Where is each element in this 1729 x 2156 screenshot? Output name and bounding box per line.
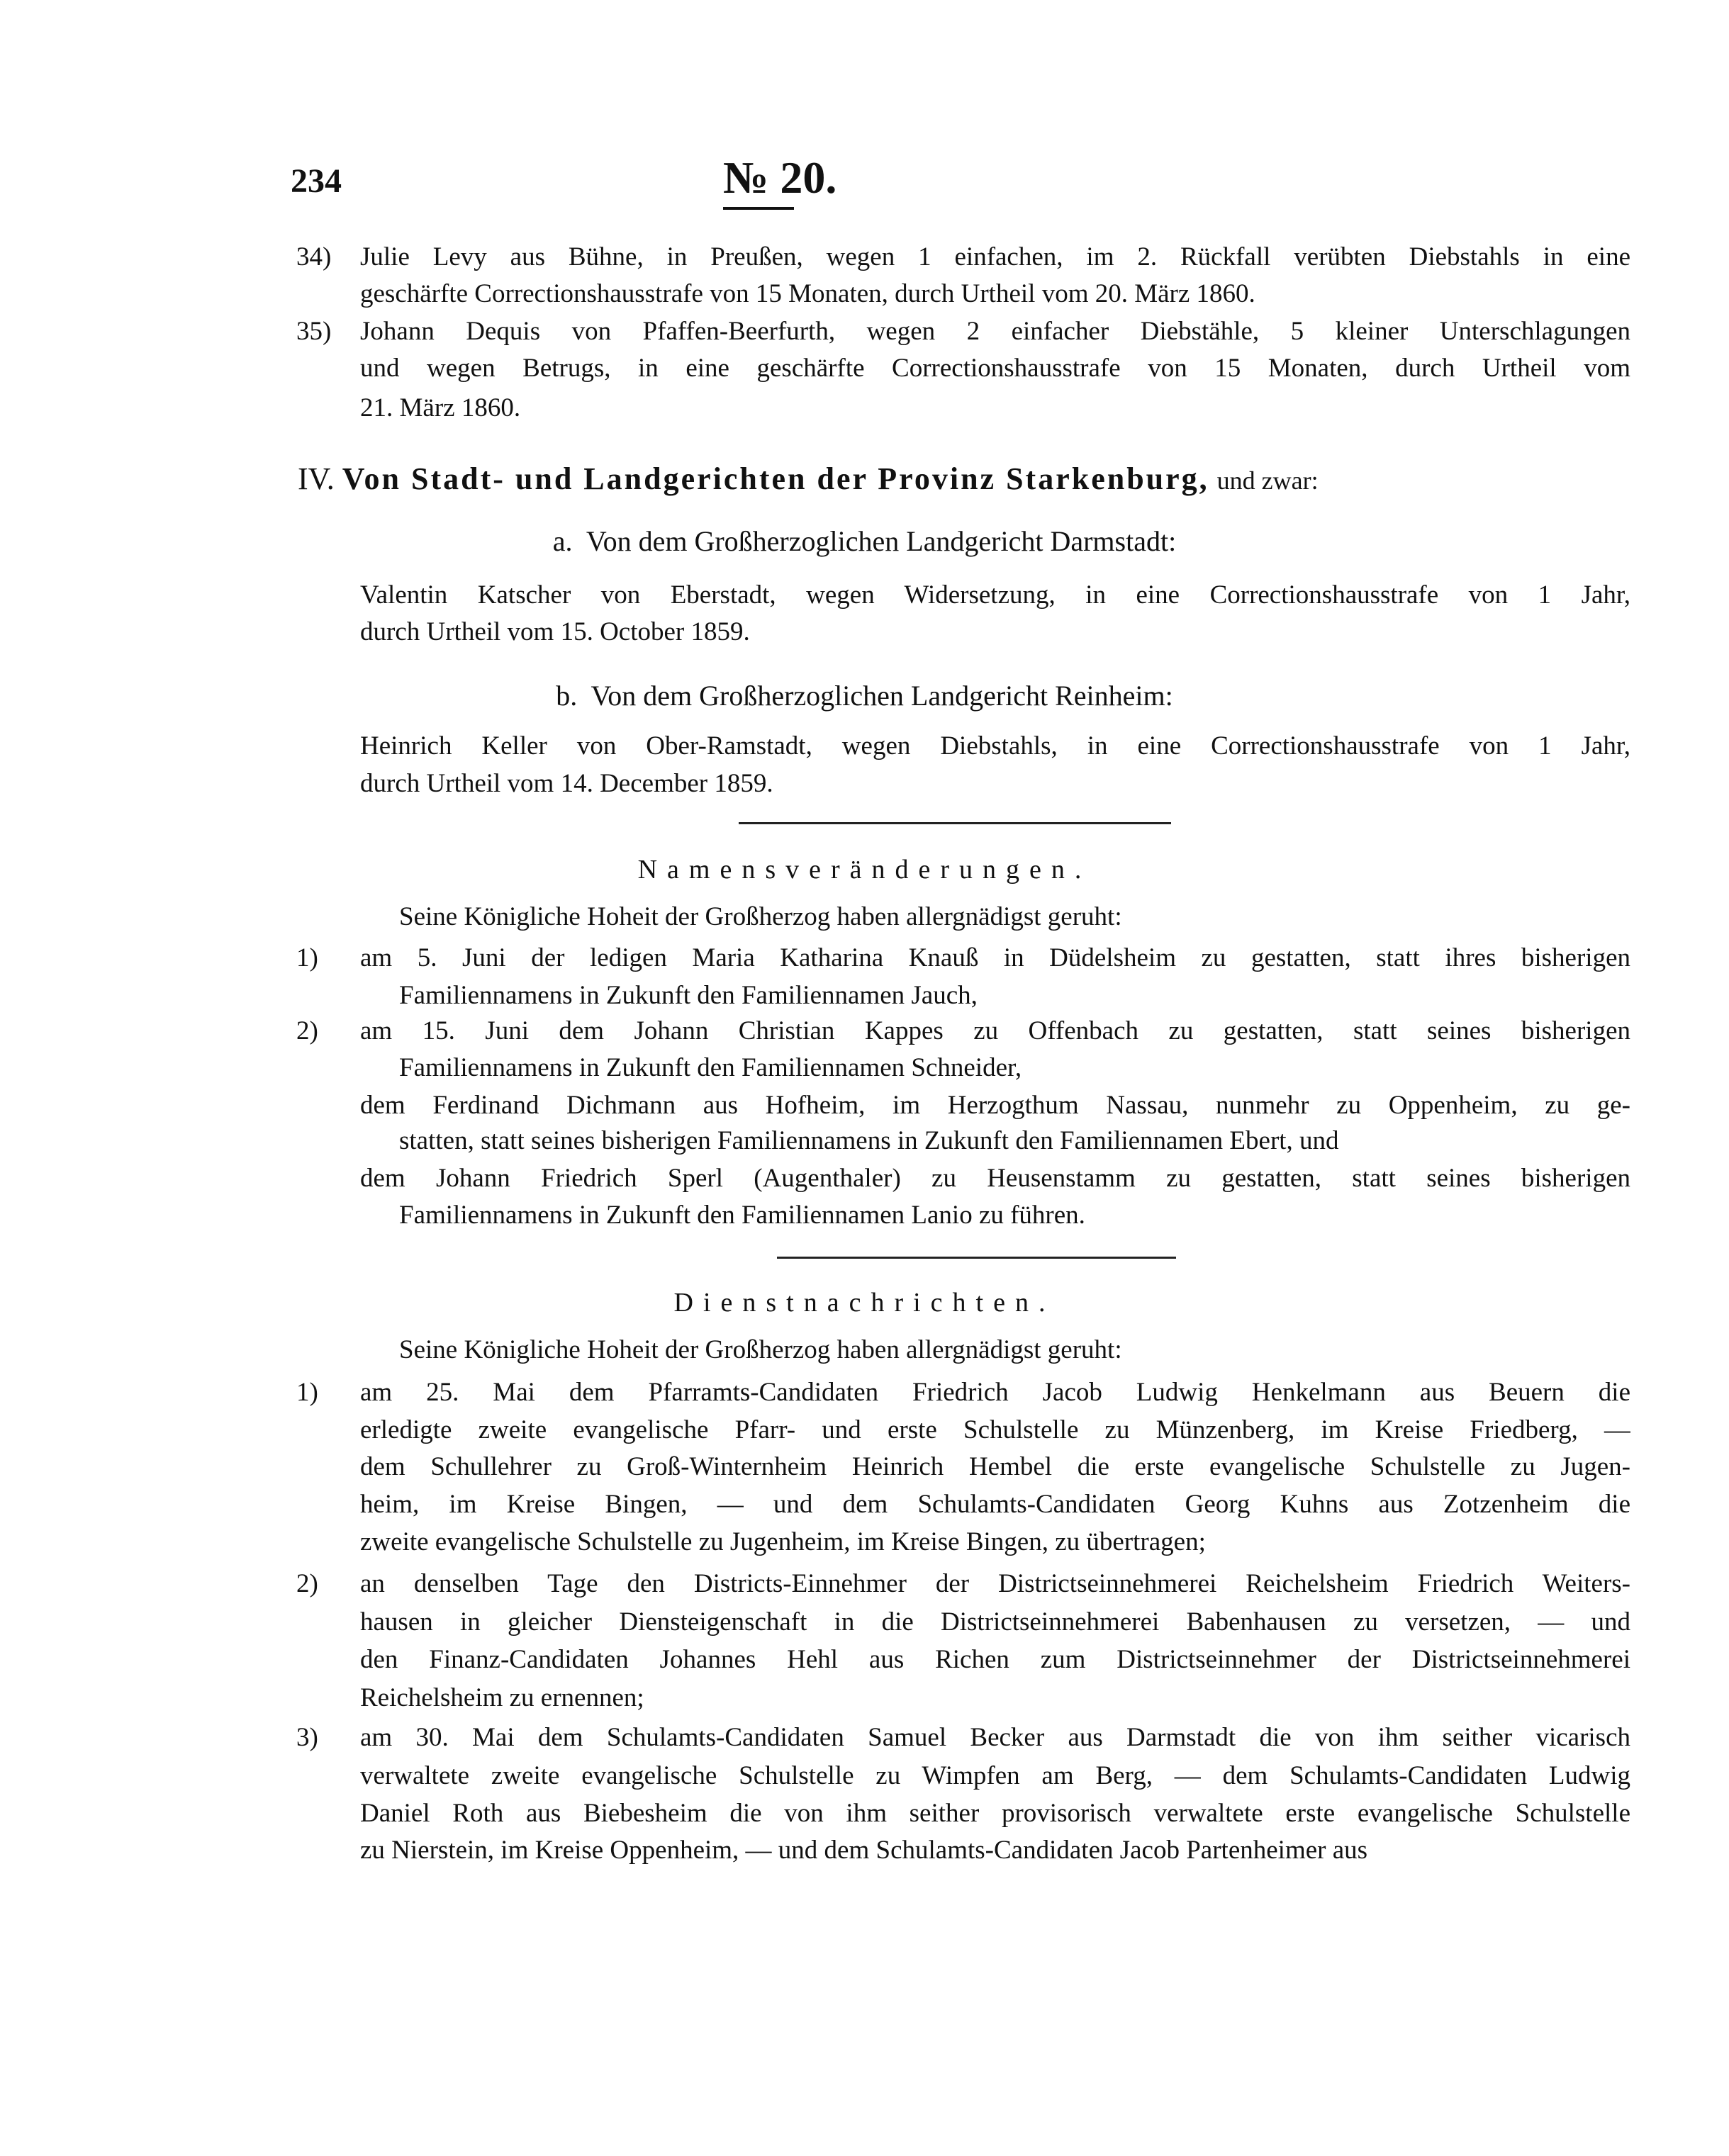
text-line: am 15. Juni dem Johann Christian Kappes zu Offenbach zu gestatten, statt seines bisherigen xyxy=(360,1016,1630,1045)
text-line: am 5. Juni der ledigen Maria Katharina Knauß in Düdelsheim zu gestatten, statt ihres bisherigen xyxy=(360,943,1630,972)
item-number: 2) xyxy=(296,1016,318,1045)
text-line: Johann Dequis von Pfaffen-Beerfurth, wegen 2 einfacher Diebstähle, 5 kleiner Unterschlagungen xyxy=(360,317,1630,346)
section-iv-heading xyxy=(298,461,1630,499)
text-line: Familiennamens in Zukunft den Familiennamen Lanio zu führen. xyxy=(399,1201,1085,1230)
divider xyxy=(739,822,1171,824)
text-line: zu Nierstein, im Kreise Oppenheim, — und dem Schulamts-Candidaten Jacob Partenheimer aus xyxy=(360,1836,1368,1865)
text-line: Julie Levy aus Bühne, in Preußen, wegen 1 einfachen, im 2. Rückfall verübten Diebstahls in eine xyxy=(360,242,1630,271)
issue-underline xyxy=(723,207,794,210)
text-line: 21. März 1860. xyxy=(360,393,521,422)
text-line: Heinrich Keller von Ober-Ramstadt, wegen Diebstahls, in eine Correctionshausstrafe von 1 Jahr, xyxy=(360,731,1630,760)
text-line: verwaltete zweite evangelische Schulstelle zu Wimpfen am Berg, — dem Schulamts-Candidaten Ludwig xyxy=(360,1761,1630,1790)
text-line: erledigte zweite evangelische Pfarr- und erste Schulstelle zu Münzenberg, im Kreise Friedberg, — xyxy=(360,1415,1630,1444)
text-line: dem Ferdinand Dichmann aus Hofheim, im Herzogthum Nassau, nunmehr zu Oppenheim, zu ge- xyxy=(360,1091,1630,1120)
text-line: Daniel Roth aus Biebesheim die von ihm seither provisorisch verwaltete erste evangelische Schulstelle xyxy=(360,1799,1630,1828)
section-iv-numeral: IV. xyxy=(298,461,335,496)
subsection-a-heading xyxy=(0,524,1729,558)
item-number: 35) xyxy=(296,317,332,346)
text-line: am 30. Mai dem Schulamts-Candidaten Samuel Becker aus Darmstadt die von ihm seither vicarisch xyxy=(360,1723,1630,1752)
subsection-b-letter: b. xyxy=(556,680,578,712)
divider xyxy=(777,1257,1176,1259)
service-news-title: Dienstnachrichten. xyxy=(673,1288,1056,1318)
text-line: Reichelsheim zu ernennen; xyxy=(360,1683,644,1712)
text-line: den Finanz-Candidaten Johannes Hehl aus Richen zum Districtseinnehmer der Districtseinnehmerei xyxy=(360,1645,1630,1674)
item-number: 34) xyxy=(296,242,332,271)
text-line: Familiennamens in Zukunft den Familiennamen Schneider, xyxy=(399,1053,1022,1082)
text-line: am 25. Mai dem Pfarramts-Candidaten Friedrich Jacob Ludwig Henkelmann aus Beuern die xyxy=(360,1378,1630,1407)
service-news-intro: Seine Königliche Hoheit der Großherzog haben allergnädigst geruht: xyxy=(399,1335,1122,1364)
section-iv-suffix: und zwar: xyxy=(1216,466,1319,495)
text-line: Familiennamens in Zukunft den Familiennamen Jauch, xyxy=(399,981,978,1010)
text-line: und wegen Betrugs, in eine geschärfte Correctionshausstrafe von 15 Monaten, durch Urtheil vom xyxy=(360,354,1630,383)
text-line: dem Johann Friedrich Sperl (Augenthaler) zu Heusenstamm zu gestatten, statt seines bisherigen xyxy=(360,1164,1630,1193)
name-changes-intro: Seine Königliche Hoheit der Großherzog haben allergnädigst geruht: xyxy=(399,902,1122,931)
subsection-b-title: Von dem Großherzoglichen Landgericht Reinheim: xyxy=(591,680,1173,712)
item-number: 1) xyxy=(296,943,318,972)
text-line: Valentin Katscher von Eberstadt, wegen Widersetzung, in eine Correctionshausstrafe von 1 Jahr, xyxy=(360,580,1630,610)
text-line: hausen in gleicher Diensteigenschaft in die Districtseinnehmerei Babenhausen zu versetzen, — und xyxy=(360,1607,1630,1636)
subsection-a-title: Von dem Großherzoglichen Landgericht Darmstadt: xyxy=(586,525,1177,557)
text-line: statten, statt seines bisherigen Familiennamens in Zukunft den Familiennamen Ebert, und xyxy=(399,1126,1339,1155)
section-iv-title: Von Stadt- und Landgerichten der Provinz Starkenburg, xyxy=(342,461,1209,496)
item-number: 3) xyxy=(296,1723,318,1752)
item-number: 1) xyxy=(296,1378,318,1407)
text-line: durch Urtheil vom 15. October 1859. xyxy=(360,617,750,646)
page-number: 234 xyxy=(291,162,342,200)
text-line: zweite evangelische Schulstelle zu Jugenheim, im Kreise Bingen, zu übertragen; xyxy=(360,1527,1206,1556)
text-line: dem Schullehrer zu Groß-Winternheim Heinrich Hembel die erste evangelische Schulstelle zu Jugen- xyxy=(360,1452,1630,1481)
issue-number: № 20. xyxy=(723,152,837,203)
text-line: durch Urtheil vom 14. December 1859. xyxy=(360,769,773,798)
name-changes-title: Namensveränderungen. xyxy=(637,855,1092,885)
text-line: an denselben Tage den Districts-Einnehmer der Districtseinnehmerei Reichelsheim Friedrich Weiters- xyxy=(360,1569,1630,1598)
subsection-b-heading xyxy=(0,679,1729,712)
text-line: geschärfte Correctionshausstrafe von 15 Monaten, durch Urtheil vom 20. März 1860. xyxy=(360,279,1255,308)
item-number: 2) xyxy=(296,1569,318,1598)
text-line: heim, im Kreise Bingen, — und dem Schulamts-Candidaten Georg Kuhns aus Zotzenheim die xyxy=(360,1490,1630,1519)
subsection-a-letter: a. xyxy=(552,525,573,557)
